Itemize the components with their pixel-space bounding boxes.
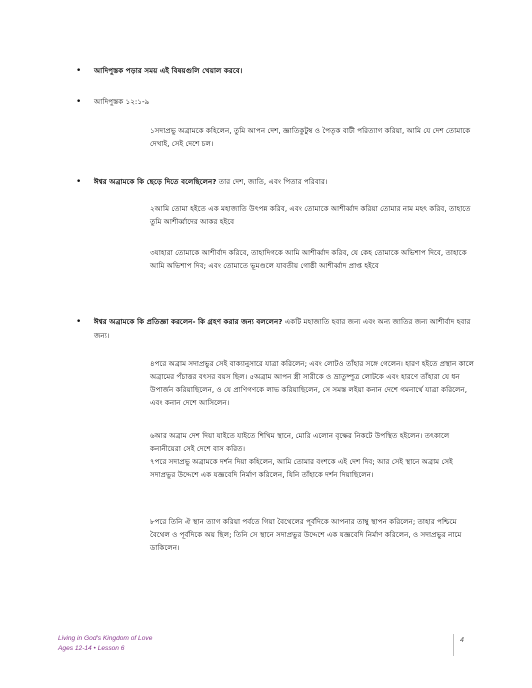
- bullet-3-answer: তার দেশ, জাতি, এবং পিতার পরিবার।: [216, 177, 328, 186]
- bullet-4-line2: জন্য।: [94, 331, 110, 340]
- bullet-3-text: [94, 176, 327, 188]
- verse-line: ১সদাপ্রভু অব্রামকে কহিলেন, তুমি আপন দেশ, জ্ঞাতিকুটুম্ব ও পৈতৃক বাটী পরিত্যাগ করিয়া, আমি যে দেশ তোমাকে: [150, 126, 471, 135]
- verse-line: ডাকিলেন।: [150, 543, 180, 552]
- verse-line: ৪পরে অব্রাম সদাপ্রভুর সেই বাক্যানুসারে যাত্রা করিলেন; এবং লোটও তাঁহার সঙ্গে গেলেন। হারণ হইতে প্রস্থান কালে: [150, 359, 474, 368]
- verse-line: কনানীয়েরা সেই দেশে বাস করিত।: [150, 444, 246, 453]
- verse-line: উপার্জন করিয়াছিলেন, ও যে প্রাণিগণকে লাভ করিয়াছিলেন, সে সমস্ত লইয়া কনান দেশে গমনার্থে যাত্রা করিলেন,: [150, 385, 467, 394]
- verse-line: ৭পরে সদাপ্রভু অব্রামকে দর্শন দিয়া কহিলেন, আমি তোমার বংশকে এই দেশ দিব; আর সেই স্থানে অব্রাম সেই: [150, 457, 453, 466]
- page-number: 4: [460, 637, 464, 644]
- bullet-4-text: [94, 316, 470, 328]
- verse-line: তুমি আশীর্ব্বাদের আকর হইবে: [150, 217, 235, 226]
- verse-line: ৮পরে তিনি ঐ স্থান ত্যাগ করিয়া পর্বতে গিয়া বৈথেলের পূর্বদিকে আপনার তাম্বু স্থাপন করিলেন; তাহার পশ্চিমে: [150, 517, 457, 526]
- verse-line: এবং কনান দেশে আসিলেন।: [150, 398, 230, 407]
- bullet-2-text: আদিপুস্তক ১২:১-৯: [94, 97, 150, 106]
- verse-line: দেখাই, সেই দেশে চল।: [150, 139, 214, 148]
- bullet-1-text: আদিপুস্তক পড়ার সময় এই বিষয়গুলি খেয়াল করবে।: [94, 66, 243, 75]
- verse-3: [150, 246, 467, 272]
- verse-line: বৈথেল ও পূর্বদিকে অয় ছিল; তিনি সে স্থানে সদাপ্রভুর উদ্দেশে এক যজ্ঞবেদি নির্মাণ করিলেন, ও সদাপ্রভুর নামে: [150, 530, 462, 539]
- bullet-4-question: ঈশ্বর অব্রামকে কি প্রতিজ্ঞা করলেন- কি গ্রহণ করার জন্য বললেন?: [94, 317, 283, 326]
- bullet-4-answer: একটি মহাজাতি হবার জন্য এবং অন্য জাতির জন্য আশীর্বাদ হবার: [282, 317, 471, 326]
- bullet-dot: •: [76, 177, 82, 187]
- footer-subtitle: Ages 12-14 • Lesson 6: [58, 645, 125, 652]
- verse-1: [150, 124, 470, 150]
- verse-line: ৬আর অব্রাম দেশ দিয়া যাইতে যাইতে শিখিম স্থানে, মোরি এলোন বৃক্ষের নিকটে উপস্থিত হইলেন। তৎকালে: [150, 431, 450, 440]
- footer-divider: [453, 634, 454, 656]
- verse-line: অব্রামের পঁচাত্তর বৎসর বয়স ছিল। ৫অব্রাম আপন স্ত্রী সারীকে ও ভ্রাতুষ্পুত্র লোটকে এবং হারণে তাঁহারা যে ধন: [150, 372, 460, 381]
- bullet-3-question: ঈশ্বর অব্রামকে কি ছেড়ে দিতে বলেছিলেন?: [94, 177, 217, 186]
- footer-title: Living in God's Kingdom of Love: [58, 635, 153, 642]
- verse-line: আমি অভিশাপ দিব; এবং তোমাতে ভূমণ্ডলে যাবতীয় গোষ্ঠী আশীর্ব্বাদ প্রাপ্ত হইবে: [150, 261, 379, 270]
- bullet-dot: •: [76, 66, 82, 76]
- verse-8: [150, 515, 461, 554]
- verse-line: ২আমি তোমা হইতে এক মহাজাতি উৎপন্ন করিব, এবং তোমাকে আশীর্ব্বাদ করিয়া তোমার নাম মহৎ করিব, তাহাতে: [150, 204, 471, 213]
- verse-line: ৩যাহারা তোমাকে আশীর্বাদ করিবে, তাহাদিগকে আমি আশীর্ব্বাদ করিব, যে কেহ তোমাকে অভিশাপ দিবে, তাহাকে: [150, 248, 467, 257]
- bullet-dot: •: [76, 97, 82, 107]
- verse-4: [150, 357, 474, 409]
- verse-line: সদাপ্রভুর উদ্দেশে এক যজ্ঞবেদি নির্মাণ করিলেন, যিনি তাঁহাকে দর্শন দিয়াছিলেন।: [150, 470, 374, 479]
- bullet-dot: •: [76, 317, 82, 327]
- verse-6: [150, 429, 453, 481]
- verse-2: [150, 202, 471, 228]
